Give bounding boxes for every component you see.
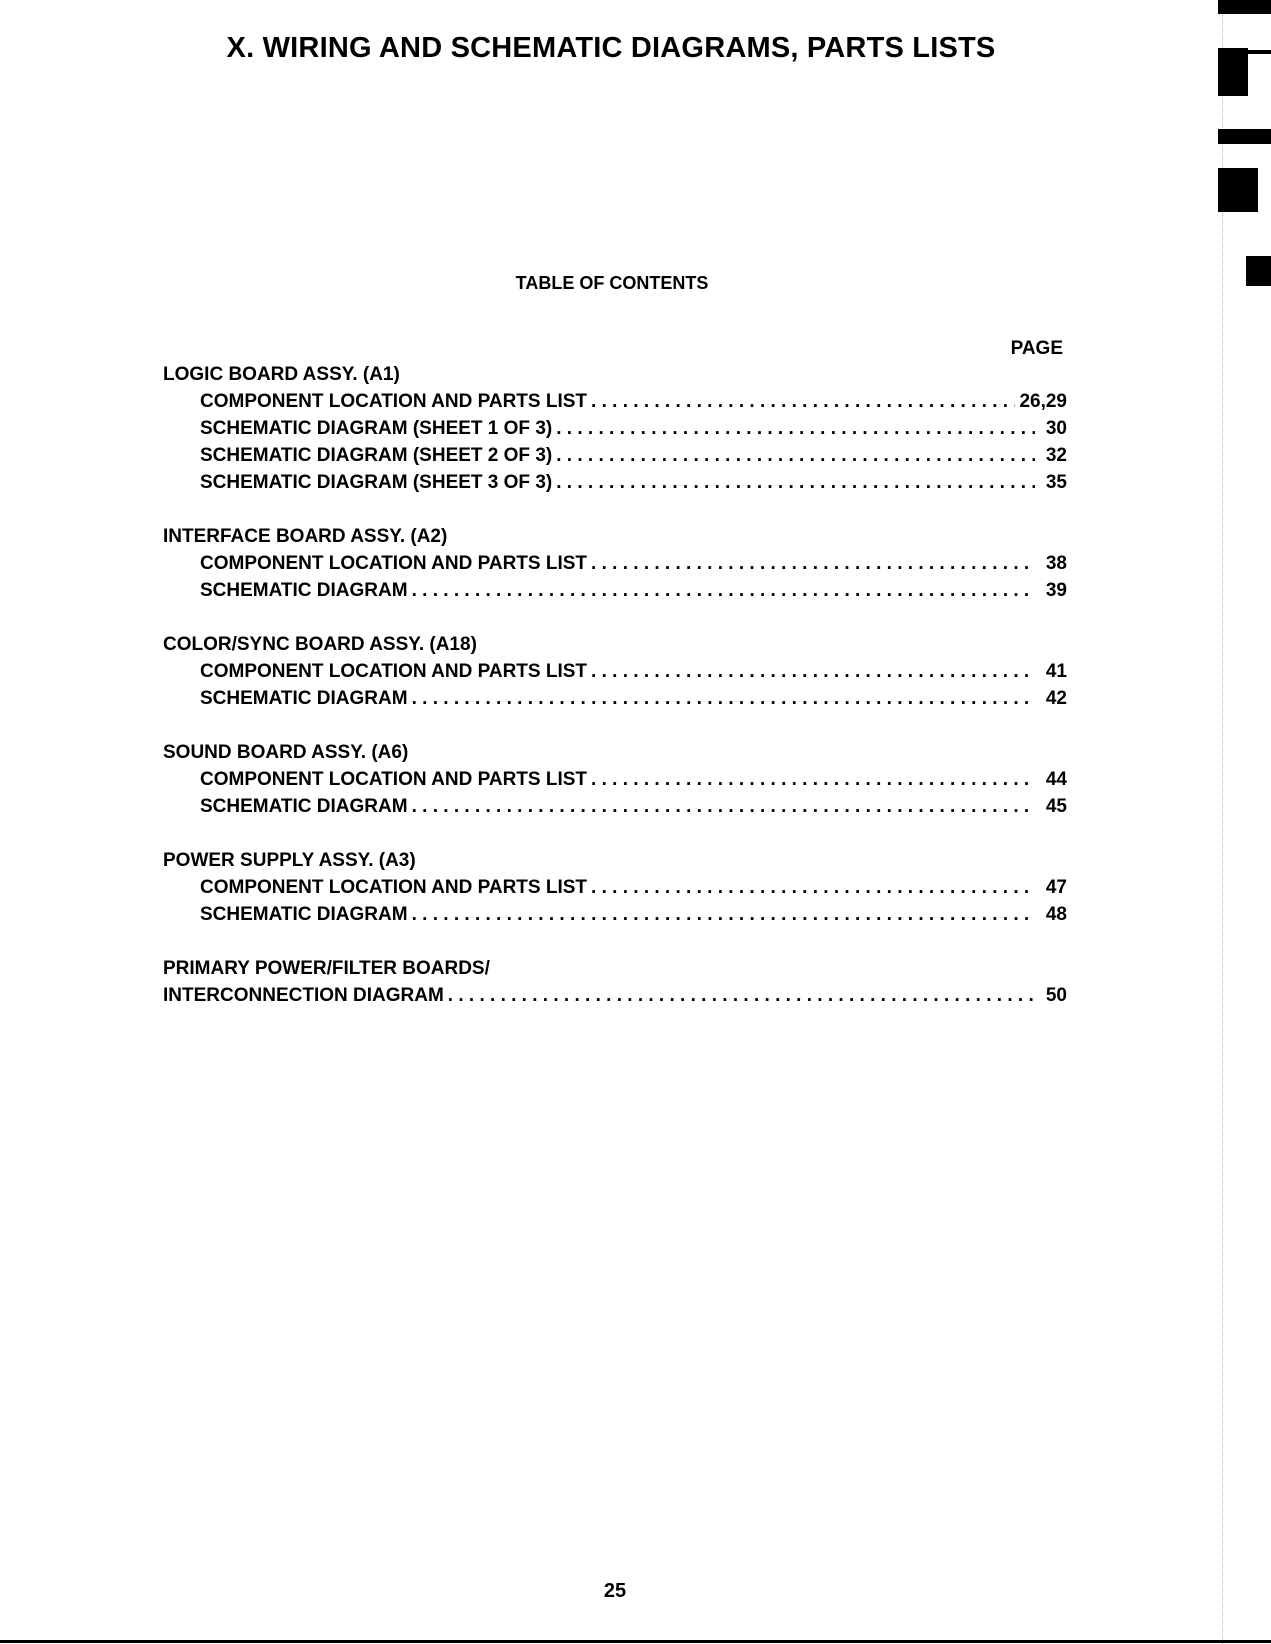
toc-entry-page: 26,29 [1019,391,1067,412]
toc-entry-label: COMPONENT LOCATION AND PARTS LIST [200,391,588,412]
edge-registration-mark [1218,48,1248,96]
toc-entry-label: COMPONENT LOCATION AND PARTS LIST [200,661,588,682]
edge-registration-mark [1218,168,1258,212]
section-heading: SOUND BOARD ASSY. (A6) [163,742,409,763]
bottom-rule [0,1640,1271,1643]
toc-entry-page: 30 [1045,418,1067,439]
toc-entry-page: 42 [1045,688,1067,709]
page-column-header: PAGE [1010,338,1063,359]
dot-leader [591,769,1035,791]
toc-entry-page: 35 [1045,472,1067,493]
page-edge-line [1222,0,1224,1644]
toc-entry-label: COMPONENT LOCATION AND PARTS LIST [200,769,588,790]
toc-entry[interactable] [200,688,1067,715]
toc-entry-page: 48 [1045,904,1067,925]
dot-leader [412,796,1035,818]
toc-entry-page: 39 [1045,580,1067,601]
toc-entry-label: COMPONENT LOCATION AND PARTS LIST [200,553,588,574]
toc-entry-label: SCHEMATIC DIAGRAM (SHEET 3 OF 3) [200,472,553,493]
dot-leader [591,877,1035,899]
page-title: X. WIRING AND SCHEMATIC DIAGRAMS, PARTS LISTS [226,32,996,64]
toc-entry[interactable] [200,580,1067,607]
toc-entry-label: SCHEMATIC DIAGRAM (SHEET 1 OF 3) [200,418,553,439]
dot-leader [412,904,1035,926]
toc-entry-page: 50 [1045,985,1067,1006]
toc-entry[interactable] [200,877,1067,904]
dot-leader [556,418,1035,440]
toc-entry-page: 32 [1045,445,1067,466]
toc-entry[interactable] [200,553,1067,580]
toc-entry-label: SCHEMATIC DIAGRAM [200,904,408,925]
section-heading: POWER SUPPLY ASSY. (A3) [163,850,416,871]
toc-entry[interactable] [200,796,1067,823]
toc-entry-page: 44 [1045,769,1067,790]
section-heading: LOGIC BOARD ASSY. (A1) [163,364,400,385]
edge-registration-mark [1248,50,1271,54]
page-number: 25 [603,1580,627,1602]
toc-entry-page: 45 [1045,796,1067,817]
toc-entry[interactable] [163,985,1067,1012]
toc-entry[interactable] [200,418,1067,445]
dot-leader [556,445,1035,467]
toc-entry-label: COMPONENT LOCATION AND PARTS LIST [200,877,588,898]
toc-entry-label: INTERCONNECTION DIAGRAM [163,985,444,1006]
toc-entry[interactable] [200,904,1067,931]
toc-entry-label: SCHEMATIC DIAGRAM [200,580,408,601]
edge-registration-mark [1218,129,1271,144]
toc-entry[interactable] [200,472,1067,499]
toc-entry-label: SCHEMATIC DIAGRAM [200,688,408,709]
dot-leader [591,391,1015,413]
toc-entry-label: SCHEMATIC DIAGRAM [200,796,408,817]
toc-heading: TABLE OF CONTENTS [515,273,709,293]
dot-leader [412,580,1035,602]
toc-entry[interactable] [200,769,1067,796]
edge-registration-mark [1218,0,1271,14]
toc-entry-label: SCHEMATIC DIAGRAM (SHEET 2 OF 3) [200,445,553,466]
toc-entry[interactable] [200,445,1067,472]
dot-leader [412,688,1035,710]
dot-leader [448,985,1035,1007]
toc-entry-page: 47 [1045,877,1067,898]
toc-entry[interactable] [200,661,1067,688]
section-heading: PRIMARY POWER/FILTER BOARDS/ [163,958,490,979]
dot-leader [591,661,1035,683]
toc-entry[interactable] [200,391,1067,418]
toc-entry-page: 38 [1045,553,1067,574]
dot-leader [556,472,1035,494]
edge-registration-mark [1246,256,1271,286]
section-heading: INTERFACE BOARD ASSY. (A2) [163,526,448,547]
section-heading: COLOR/SYNC BOARD ASSY. (A18) [163,634,477,655]
dot-leader [591,553,1035,575]
toc-entry-page: 41 [1045,661,1067,682]
